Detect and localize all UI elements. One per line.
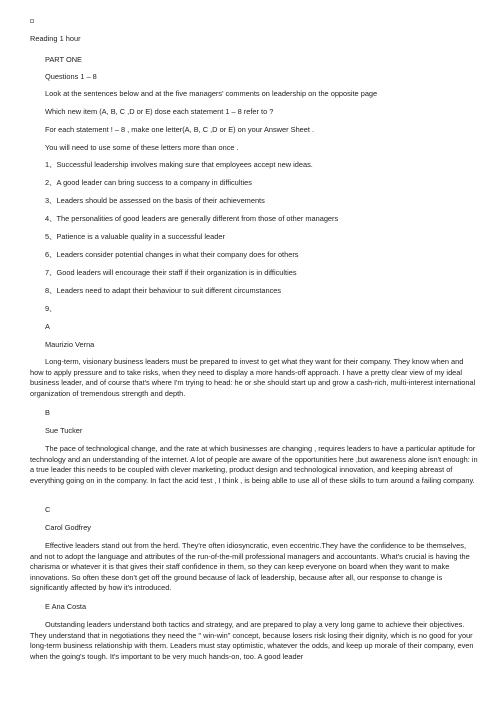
part-heading: PART ONE: [45, 55, 82, 64]
document-title: Reading 1 hour: [30, 34, 81, 43]
statement-item: 7、Good leaders will encourage their staff if their organization is in difficulties: [45, 268, 297, 277]
corner-mark-icon: [30, 19, 34, 23]
statement-item: 9、: [45, 304, 57, 313]
statement-item: 2、A good leader can bring success to a company in difficulties: [45, 178, 252, 187]
instruction-line: You will need to use some of these letters more than once .: [45, 143, 239, 152]
manager-name: Carol Godfrey: [45, 523, 92, 532]
instruction-line: Look at the sentences below and at the five managers' comments on leadership on the opposite page: [45, 89, 378, 98]
statement-item: 4、The personalities of good leaders are generally different from those of other managers: [45, 214, 339, 223]
manager-comment: The pace of technological change, and the rate at which businesses are changing , requires leaders to have a particular aptitude for technology and an understanding of the internet. A lot of people are aware of the opportunities here ,but awareness alone isn't enough: in a true leader this needs to be coupled with clever marketing, product design and technological innovation, and keeping abreast of everything going on in the company. In fact the acid test , I think , is being ablle to use all of these skills to turn around a failing company.: [30, 444, 478, 485]
instruction-line: Which new item (A, B, C ,D or E) dose each statement 1 – 8 refer to ?: [45, 107, 274, 116]
statement-item: 8、Leaders need to adapt their behaviour to suit different circumstances: [45, 286, 282, 295]
statement-item: 1、Successful leadership involves making sure that employees accept new ideas.: [45, 160, 313, 169]
section-letter: A: [45, 322, 50, 331]
section-heading: E Ana Costa: [45, 602, 87, 611]
questions-heading: Questions 1 – 8: [45, 72, 97, 81]
statement-item: 5、Patience is a valuable quality in a successful leader: [45, 232, 225, 241]
section-letter: B: [45, 408, 50, 417]
statement-item: 3、Leaders should be assessed on the basis of their achievements: [45, 196, 265, 205]
statement-item: 6、Leaders consider potential changes in what their company does for others: [45, 250, 299, 259]
manager-name: Sue Tucker: [45, 426, 83, 435]
manager-comment: Effective leaders stand out from the herd. They're often idiosyncratic, even eccentric.They have the confidence to be themselves, and not to adopt the language and attributes of the run-of-the-mill professional managers and accountants. What's crucial is having the charisma or whatever it is that gives their staff confidence in them, so they can keep everyone on board when they want to make innovations. So often these don't get off the ground because of lack of leadership, because after all, our response to change is significantly affected by how it's introduced.: [30, 541, 470, 593]
manager-comment: Long-term, visionary business leaders must be prepared to invest to get what they want for their company. They know when and how to apply pressure and to take risks, when they need to display a more hands-off approach. I have a pretty clear view of my ideal business leader, and of course that's where I'm trying to head: he or she should start up and grow a cash-rich, multi-interest international organization of tremendous strength and depth.: [30, 357, 476, 398]
manager-comment: Outstanding leaders understand both tactics and strategy, and are prepared to play a very long game to achieve their objectives. They understand that in negotiations they need the " win-win" concept, because losers risk losing their dignity, which is no good for your long-term business relationship with them. Leaders must stay optimistic, whatever the odds, and keep up morale of their company, even when the going's tough. It's important to be very much hands-on, too. A good leader: [30, 620, 474, 661]
section-letter: C: [45, 505, 51, 514]
manager-name: Maurizio Verna: [45, 340, 95, 349]
instruction-line: For each statement ! – 8 , make one letter(A, B, C ,D or E) on your Answer Sheet .: [45, 125, 315, 134]
